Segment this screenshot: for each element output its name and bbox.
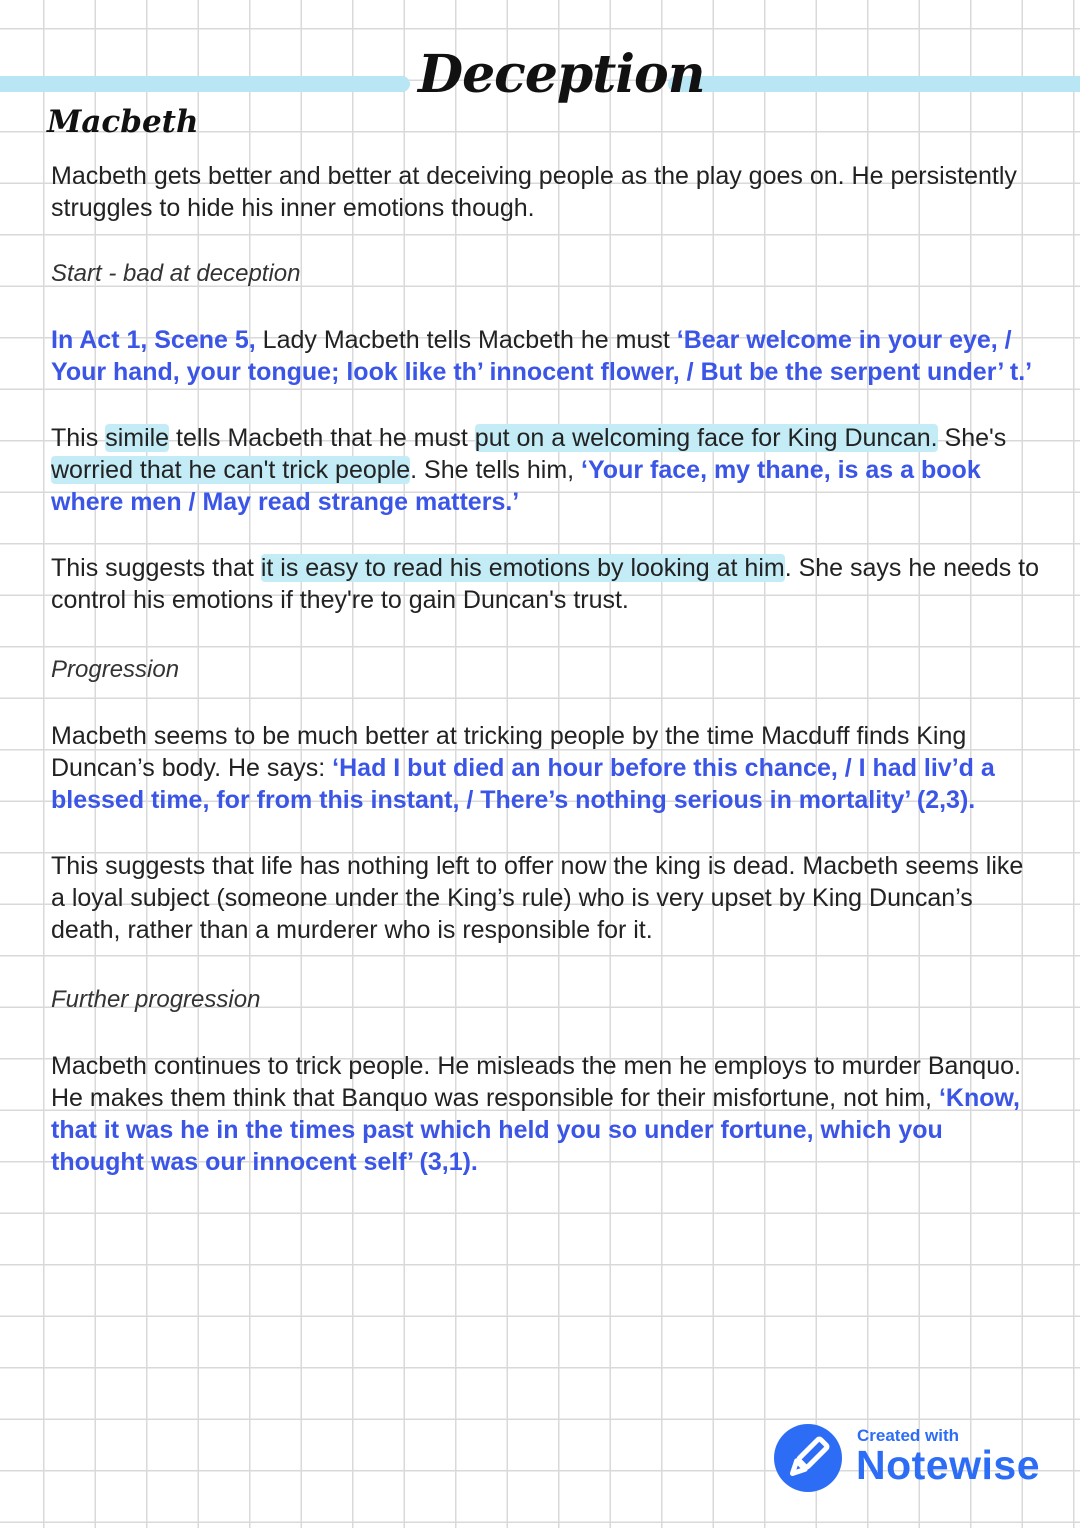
body-text: Macbeth seems to be much better at tricking people by the time Macduff finds King Duncan’s body. He says:: [51, 722, 967, 782]
quote-text: ‘Know, that it was he in the times past which held you so under fortune, which you thought was our innocent self’ (3,1).: [51, 1084, 1020, 1176]
title-underline-left: [0, 76, 410, 92]
body-text: Macbeth gets better and better at deceiving people as the play goes on. He persistently struggles to hide his inner emotions though.: [51, 162, 1017, 222]
logo-created-with: Created with: [857, 1426, 960, 1445]
body-text: She's: [937, 424, 1007, 452]
paragraph: [51, 1050, 1041, 1178]
body-text: . She says he needs to control his emotions if they're to gain Duncan's trust.: [51, 554, 1040, 614]
notes-body: [51, 160, 1041, 1178]
quote-text: ‘Bear welcome in your eye, / Your hand, your tongue; look like th’ innocent flower, / But be the serpent under’ t.’: [51, 326, 1033, 386]
paragraph: [51, 720, 1041, 816]
pencil-icon: [774, 1424, 842, 1492]
highlighted-text: worried that he can't trick people: [51, 456, 411, 484]
quote-text: ‘Your face, my thane, is as a book where men / May read strange matters.’: [51, 456, 981, 516]
highlighted-text: put on a welcoming face for King Duncan.: [474, 424, 938, 452]
section-label: Further progression: [51, 986, 261, 1013]
notewise-logo: [774, 1424, 1054, 1496]
body-text: . She tells him,: [410, 456, 582, 484]
page-title: Deception: [418, 44, 705, 105]
body-text: This: [51, 424, 106, 452]
quote-text: In Act 1, Scene 5,: [51, 326, 256, 354]
highlighted-text: simile: [105, 424, 170, 452]
logo-wordmark: Notewise: [856, 1442, 1040, 1488]
paragraph: [51, 160, 1041, 224]
paragraph: [51, 422, 1041, 518]
paragraph: [51, 324, 1041, 388]
body-text: tells Macbeth that he must: [169, 424, 475, 452]
body-text: This suggests that life has nothing left to offer now the king is dead. Macbeth seems like a loyal subject (someone under the King’s rule) who is very upset by King Duncan’s death, rather than a murderer who is responsible for it.: [51, 852, 1024, 944]
section-label: Progression: [51, 656, 180, 683]
title-underline-right: [668, 76, 1080, 92]
quote-text: ‘Had I but died an hour before this chance, / I had liv’d a blessed time, for from this instant, / There’s nothing serious in mortality’ (2,3).: [51, 754, 995, 814]
paragraph: [51, 850, 1041, 946]
paragraph: [51, 552, 1041, 616]
highlighted-text: it is easy to read his emotions by looking at him: [260, 554, 785, 582]
section-heading-macbeth: Macbeth: [47, 104, 199, 140]
body-text: This suggests that: [51, 554, 261, 582]
body-text: Lady Macbeth tells Macbeth he must: [255, 326, 677, 354]
section-label: Start - bad at deception: [51, 260, 301, 287]
body-text: Macbeth continues to trick people. He misleads the men he employs to murder Banquo. He makes them think that Banquo was responsible for their misfortune, not him,: [51, 1052, 1021, 1112]
